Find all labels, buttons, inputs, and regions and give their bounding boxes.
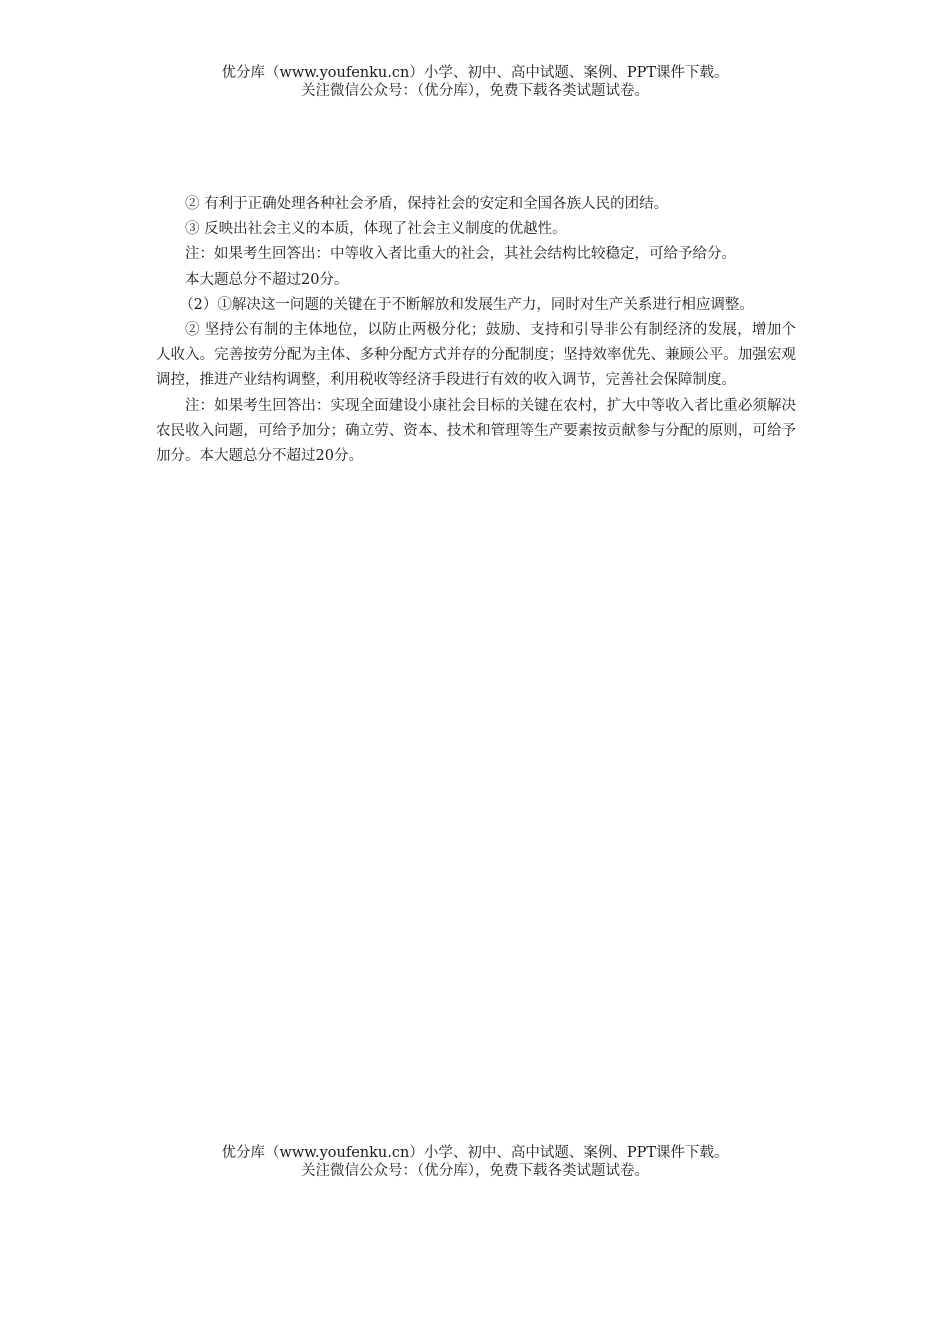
footer-site-line: 优分库（www.youfenku.cn）小学、初中、高中试题、案例、PPT课件下载。 [221, 1145, 729, 1161]
scoring-note-1: 注：如果考生回答出：中等收入者比重大的社会，其社会结构比较稳定，可给予给分。 [185, 246, 736, 263]
header-wechat-line: 关注微信公众号：（优分库），免费下载各类试题试卷。 [301, 83, 649, 99]
page-footer [0, 1144, 950, 1180]
answer-point-2: ② 有利于正确处理各种社会矛盾，保持社会的安定和全国各族人民的团结。 [185, 196, 669, 212]
score-limit-1: 本大题总分不超过20分。 [185, 271, 349, 288]
part-2-point-1: （2）①解决这一问题的关键在于不断解放和发展生产力，同时对生产关系进行相应调整。 [179, 296, 754, 313]
scoring-note-2: 注：如果考生回答出：实现全面建设小康社会目标的关键在农村，扩大中等收入者比重必须解决农民收入问题，可给予加分；确立劳、资本、技术和管理等生产要素按贡献参与分配的原则，可给予加分。本大题总分不超过20分。 [156, 397, 796, 465]
page-header [0, 64, 950, 100]
part-2-point-2: ② 坚持公有制的主体地位，以防止两极分化；鼓励、支持和引导非公有制经济的发展，增加个人收入。完善按劳分配为主体、多种分配方式并存的分配制度；坚持效率优先、兼顾公平。加强宏观调控，推进产业结构调整，利用税收等经济手段进行有效的收入调节，完善社会保障制度。 [156, 322, 796, 389]
document-body [156, 192, 796, 469]
header-site-line: 优分库（www.youfenku.cn）小学、初中、高中试题、案例、PPT课件下载。 [221, 65, 729, 81]
answer-point-3: ③ 反映出社会主义的本质，体现了社会主义制度的优越性。 [185, 221, 567, 238]
footer-wechat-line: 关注微信公众号：（优分库），免费下载各类试题试卷。 [301, 1163, 649, 1179]
